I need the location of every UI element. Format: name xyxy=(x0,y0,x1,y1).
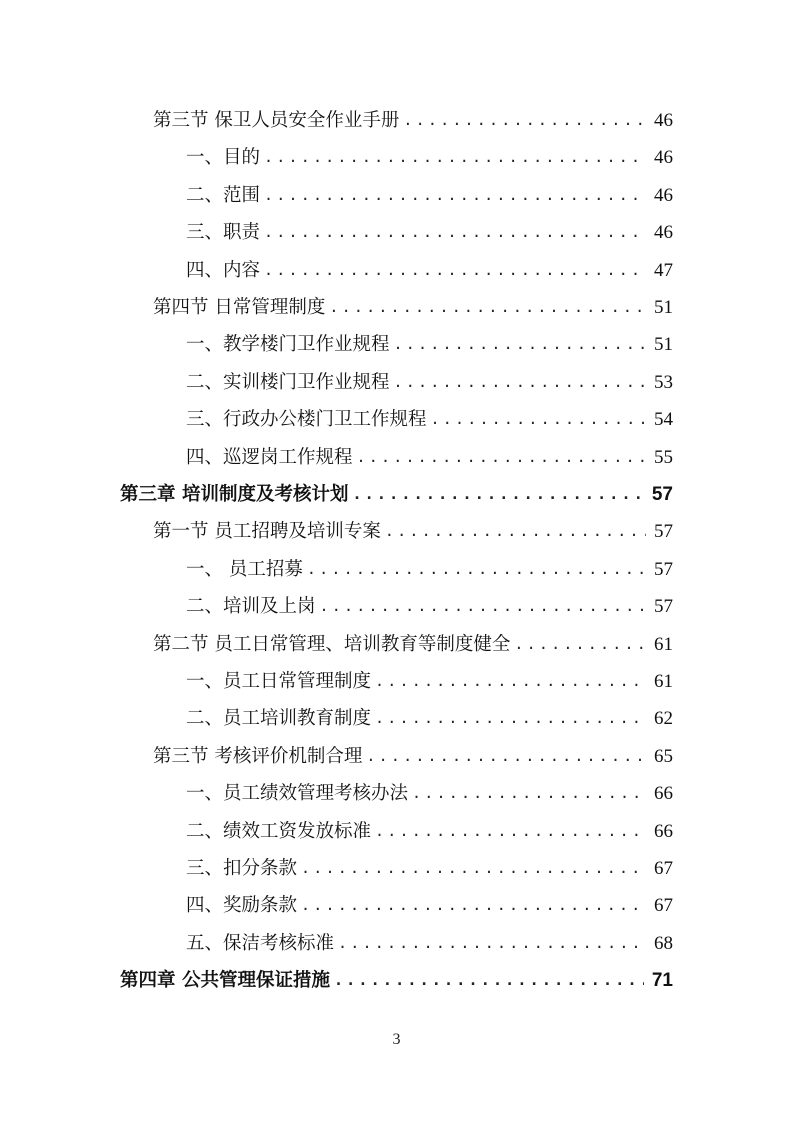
toc-leader-dots xyxy=(514,626,646,663)
toc-page-number: 53 xyxy=(654,371,673,393)
toc-entry-label: 第二节 员工日常管理、培训教育等制度健全 xyxy=(153,633,511,655)
toc-leader-dots xyxy=(301,887,646,924)
toc-item-entry[interactable] xyxy=(186,588,673,625)
toc-entry-label: 一、员工日常管理制度 xyxy=(186,671,372,692)
toc-page-number: 67 xyxy=(654,895,673,917)
toc-entry-label: 二、员工培训教育制度 xyxy=(186,708,372,730)
toc-entry-label: 一、员工绩效管理考核办法 xyxy=(186,783,409,805)
toc-page-number: 55 xyxy=(654,446,673,468)
toc-page-number: 65 xyxy=(654,745,673,767)
toc-entry-label: 三、扣分条款 xyxy=(186,858,298,879)
toc-page-number: 57 xyxy=(654,596,673,618)
toc-leader-dots xyxy=(366,738,646,775)
toc-item-entry[interactable] xyxy=(186,775,673,812)
toc-page-number: 62 xyxy=(654,708,673,730)
toc-leader-dots xyxy=(394,364,646,401)
toc-item-entry[interactable] xyxy=(186,925,673,962)
toc-entry-label: 三、行政办公楼门卫工作规程 xyxy=(186,409,427,431)
toc-page-number: 61 xyxy=(654,671,673,692)
toc-entry-label: 一、目的 xyxy=(186,147,261,169)
toc-page-number: 46 xyxy=(654,184,673,206)
toc-entry-label: 四、奖励条款 xyxy=(186,895,298,917)
toc-chapter-entry[interactable] xyxy=(120,962,673,999)
toc-leader-dots xyxy=(264,214,646,251)
toc-entry-label: 一、教学楼门卫作业规程 xyxy=(186,334,390,356)
toc-leader-dots xyxy=(329,289,646,326)
toc-entry-label: 二、绩效工资发放标准 xyxy=(186,820,372,842)
toc-item-entry[interactable] xyxy=(186,663,673,700)
toc-item-entry[interactable] xyxy=(186,139,673,176)
toc-leader-dots xyxy=(357,439,646,476)
page-footer-number: 3 xyxy=(392,1031,401,1048)
toc-entry-label: 一、 员工招募 xyxy=(186,558,303,580)
toc-section-entry[interactable] xyxy=(153,289,673,326)
toc-section-entry[interactable] xyxy=(153,513,673,550)
toc-page-number: 61 xyxy=(654,633,673,655)
toc-entry-label: 第一节 员工招聘及培训专案 xyxy=(153,521,381,543)
toc-leader-dots xyxy=(394,326,646,363)
toc-leader-dots xyxy=(375,700,646,737)
toc-page-number: 68 xyxy=(654,932,673,954)
toc-leader-dots xyxy=(375,813,646,850)
toc-entry-label: 第三节 保卫人员安全作业手册 xyxy=(153,110,400,131)
toc-leader-dots xyxy=(320,588,646,625)
toc-leader-dots xyxy=(338,925,646,962)
toc-page-number: 57 xyxy=(654,558,673,580)
toc-item-entry[interactable] xyxy=(186,177,673,214)
toc-entry-label: 二、范围 xyxy=(186,184,261,206)
toc-leader-dots xyxy=(301,850,646,887)
toc-page-number: 47 xyxy=(654,259,673,281)
toc-item-entry[interactable] xyxy=(186,813,673,850)
toc-leader-dots xyxy=(352,476,643,513)
toc-page-number: 51 xyxy=(654,297,673,318)
toc-section-entry[interactable] xyxy=(153,626,673,663)
toc-item-entry[interactable] xyxy=(186,326,673,363)
toc-leader-dots xyxy=(264,139,646,176)
toc-item-entry[interactable] xyxy=(186,700,673,737)
toc-entry-label: 第三节 考核评价机制合理 xyxy=(153,745,363,767)
toc-leader-dots xyxy=(375,663,646,700)
toc-item-entry[interactable] xyxy=(186,252,673,289)
toc-page-number: 67 xyxy=(654,858,673,879)
toc-entry-label: 三、职责 xyxy=(186,222,261,244)
toc-leader-dots xyxy=(403,102,646,139)
toc-page-number: 46 xyxy=(654,110,673,131)
toc-entry-label: 二、实训楼门卫作业规程 xyxy=(186,371,390,393)
toc-leader-dots xyxy=(264,252,646,289)
toc-section-entry[interactable] xyxy=(153,738,673,775)
toc-page-number: 54 xyxy=(654,409,673,431)
toc-page-number: 46 xyxy=(654,147,673,169)
toc-item-entry[interactable] xyxy=(186,850,673,887)
toc-page-number: 71 xyxy=(651,970,673,992)
toc-leader-dots xyxy=(431,401,646,438)
toc-leader-dots xyxy=(412,775,646,812)
toc-page-number: 46 xyxy=(654,222,673,244)
toc-page-number: 66 xyxy=(654,820,673,842)
toc-entry-label: 第四章 公共管理保证措施 xyxy=(120,970,330,992)
toc-entry-label: 五、保洁考核标准 xyxy=(186,932,335,954)
toc-entry-label: 四、内容 xyxy=(186,259,261,281)
toc-page-number: 57 xyxy=(651,484,673,505)
toc-entry-label: 第四节 日常管理制度 xyxy=(153,297,326,318)
toc-item-entry[interactable] xyxy=(186,214,673,251)
toc-page-number: 51 xyxy=(654,334,673,356)
toc-entry-label: 四、巡逻岗工作规程 xyxy=(186,446,353,468)
toc-item-entry[interactable] xyxy=(186,439,673,476)
toc-item-entry[interactable] xyxy=(186,401,673,438)
toc-section-entry[interactable] xyxy=(153,102,673,139)
toc-leader-dots xyxy=(264,177,646,214)
toc-page-number: 66 xyxy=(654,783,673,805)
toc-item-entry[interactable] xyxy=(186,551,673,588)
toc-entry-label: 第三章 培训制度及考核计划 xyxy=(120,484,349,505)
toc-leader-dots xyxy=(307,551,646,588)
toc-entry-label: 二、培训及上岗 xyxy=(186,596,316,618)
toc-page-number: 57 xyxy=(654,521,673,543)
toc-item-entry[interactable] xyxy=(186,364,673,401)
toc-chapter-entry[interactable] xyxy=(120,476,673,513)
toc-leader-dots xyxy=(385,513,646,550)
toc-item-entry[interactable] xyxy=(186,887,673,924)
toc-leader-dots xyxy=(334,962,644,999)
